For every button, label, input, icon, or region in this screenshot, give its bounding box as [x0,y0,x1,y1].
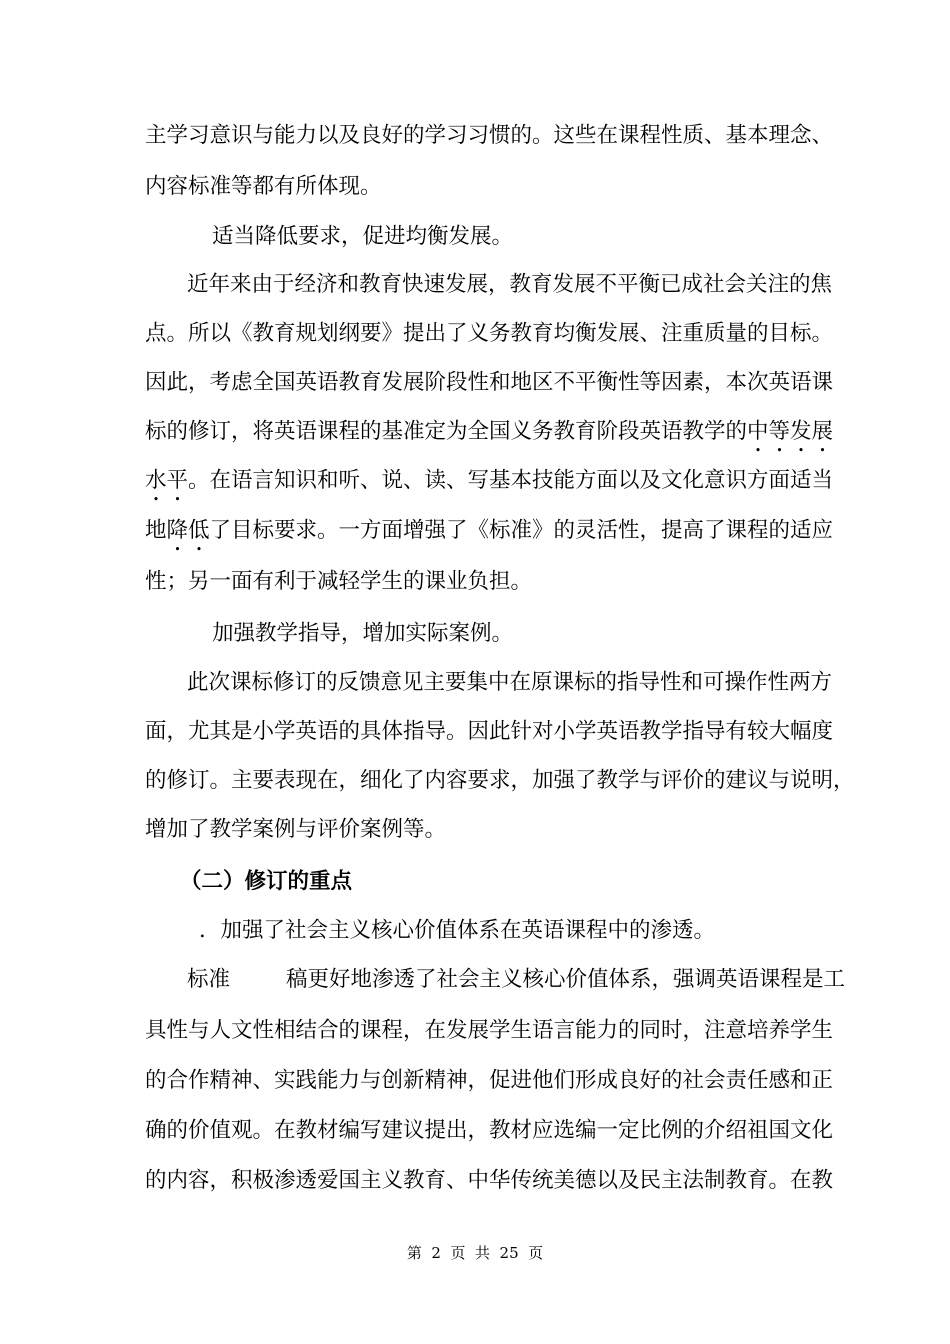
numbered-heading: ．加强了社会主义核心价值体系在英语课程中的渗透。 [199,918,716,943]
paragraph-line [187,965,907,995]
paragraph-line: 具性与人文性相结合的课程，在发展学生语言能力的同时，注意培养学生 [145,1018,834,1043]
paragraph-line: 的修订。主要表现在，细化了内容要求，加强了教学与评价的建议与说明， [145,768,855,793]
section-heading: 适当降低要求，促进均衡发展。 [212,224,514,249]
page-number-footer: 第 2 页 共 25 页 [406,1244,544,1262]
paragraph-line: 面，尤其是小学英语的具体指导。因此针对小学英语教学指导有较大幅度 [145,719,834,744]
text-span: 标准 [187,967,231,992]
text-span: 。在语言知识和听、说、读、写基本技能方面以及文化意识方面适当 [188,468,834,493]
paragraph-line [145,466,865,506]
paragraph-line: 点。所以《教育规划纲要》提出了义务教育均衡发展、注重质量的目标。 [145,321,834,346]
section-heading: 加强教学指导，增加实际案例。 [212,621,514,646]
paragraph-line [145,417,865,457]
paragraph-line: 内容标准等都有所体现。 [145,174,382,199]
paragraph-line: 确的价值观。在教材编写建议提出，教材应选编一定比例的介绍祖国文化 [145,1118,834,1143]
emphasized-text: 中等发展 [747,419,834,444]
paragraph-line: 此次课标修订的反馈意见主要集中在原课标的指导性和可操作性两方 [187,670,833,695]
text-span: 了目标要求。一方面增强了《标准》的灵活性，提高了课程的适应 [209,518,834,543]
paragraph-line: 主学习意识与能力以及良好的学习习惯的。这些在课程性质、基本理念、 [145,123,834,148]
text-span: 稿更好地渗透了社会主义核心价值体系，强调英语课程是工 [286,967,846,992]
paragraph-line: 的合作精神、实践能力与创新精神，促进他们形成良好的社会责任感和正 [145,1068,834,1093]
paragraph-line [145,516,865,556]
text-span: 标的修订，将英语课程的基准定为全国义务教育阶段英语教学的 [145,419,748,444]
paragraph-line: 增加了教学案例与评价案例等。 [145,817,447,842]
emphasized-text: 水平 [145,468,189,493]
paragraph-line: 因此，考虑全国英语教育发展阶段性和地区不平衡性等因素，本次英语课 [145,370,834,395]
paragraph-line: 近年来由于经济和教育快速发展，教育发展不平衡已成社会关注的焦 [187,272,833,297]
emphasized-text: 降低 [166,518,210,543]
text-span: 地 [145,518,167,543]
paragraph-line: 性；另一面有利于减轻学生的课业负担。 [145,569,533,594]
subsection-title: （二）修订的重点 [180,869,353,894]
paragraph-line: 的内容，积极渗透爱国主义教育、中华传统美德以及民主法制教育。在教 [145,1168,834,1193]
